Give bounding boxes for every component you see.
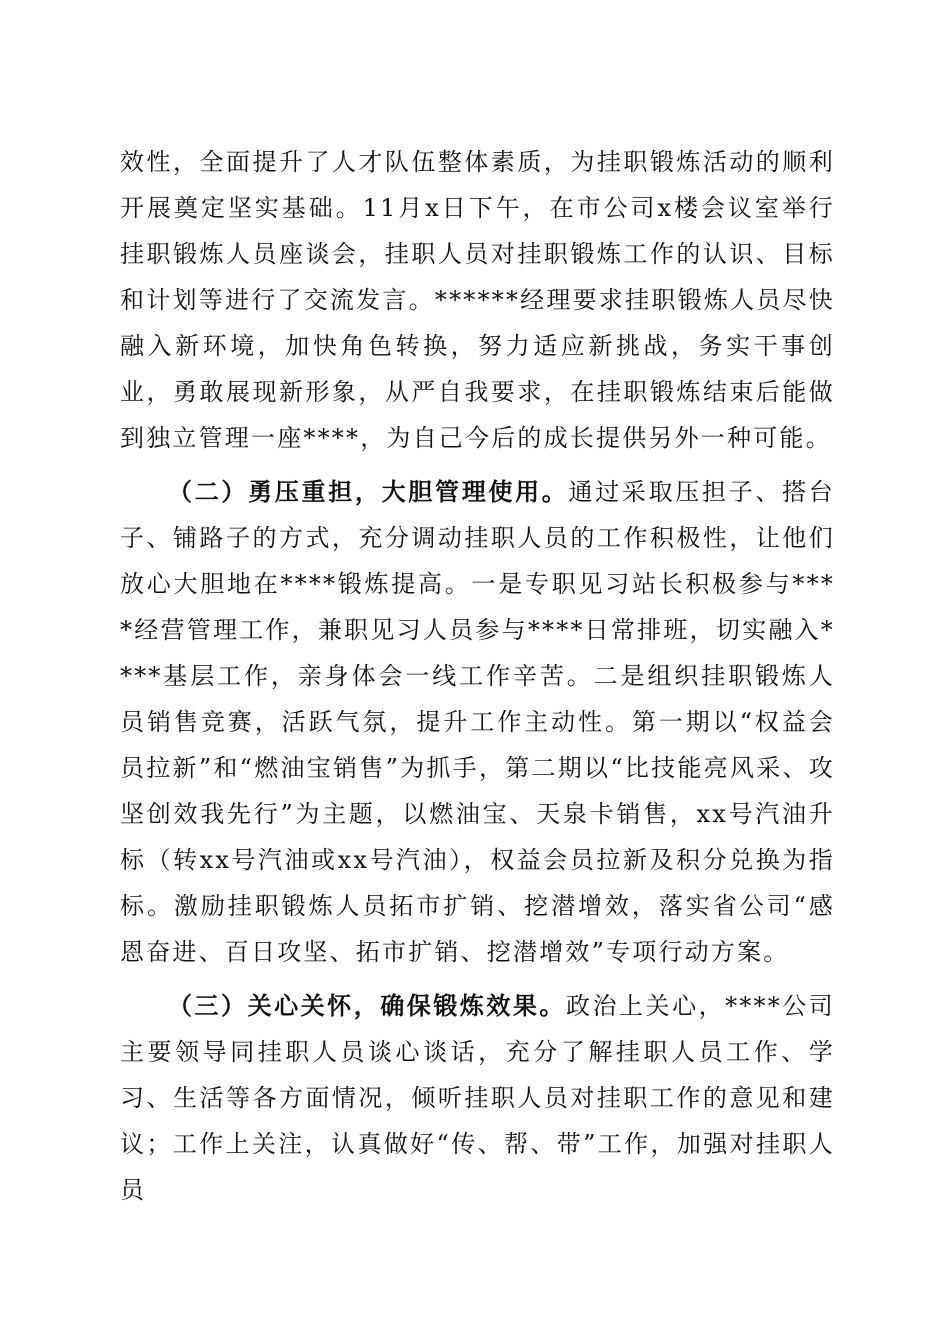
document-body	[120, 139, 835, 1213]
paragraph-section-2	[120, 469, 835, 975]
paragraph-1-text: 效性，全面提升了人才队伍整体素质，为挂职锻炼活动的顺利开展奠定坚实基础。11月x日下午，在市公司x楼会议室举行挂职锻炼人员座谈会，挂职人员对挂职锻炼工作的认识、目标和计划等进行了交流发言。******经理要求挂职锻炼人员尽快融入新环境，加快角色转换，努力适应新挑战，务实干事创业，勇敢展现新形象，从严自我要求，在挂职锻炼结束后能做到独立管理一座****，为自己今后的成长提供另外一种可能。	[120, 148, 835, 452]
paragraph-3-text: 政治上关心，****公司主要领导同挂职人员谈心谈话，充分了解挂职人员工作、学习、生活等各方面情况，倾听挂职人员对挂职工作的意见和建议；工作上关注，认真做好“传、帮、带”工作，加强对挂职人员	[120, 992, 835, 1204]
paragraph-section-3	[120, 983, 835, 1213]
section-3-heading: （三）关心关怀，确保锻炼效果。	[168, 991, 566, 1020]
section-2-heading: （二）勇压重担，大胆管理使用。	[168, 477, 569, 506]
paragraph-continuation	[120, 139, 835, 461]
paragraph-2-text: 通过采取压担子、搭台子、铺路子的方式，充分调动挂职人员的工作积极性，让他们放心大胆地在****锻炼提高。一是专职见习站长积极参与****经营管理工作，兼职见习人员参与****日常排班，切实融入****基层工作，亲身体会一线工作辛苦。二是组织挂职锻炼人员销售竞赛，活跃气氛，提升工作主动性。第一期以“权益会员拉新”和“燃油宝销售”为抓手，第二期以“比技能亮风采、攻坚创效我先行”为主题，以燃油宝、天泉卡销售，xx号汽油升标（转xx号汽油或xx号汽油），权益会员拉新及积分兑换为指标。激励挂职锻炼人员拓市扩销、挖潜增效，落实省公司“感恩奋进、百日攻坚、拓市扩销、挖潜增效”专项行动方案。	[120, 478, 835, 966]
